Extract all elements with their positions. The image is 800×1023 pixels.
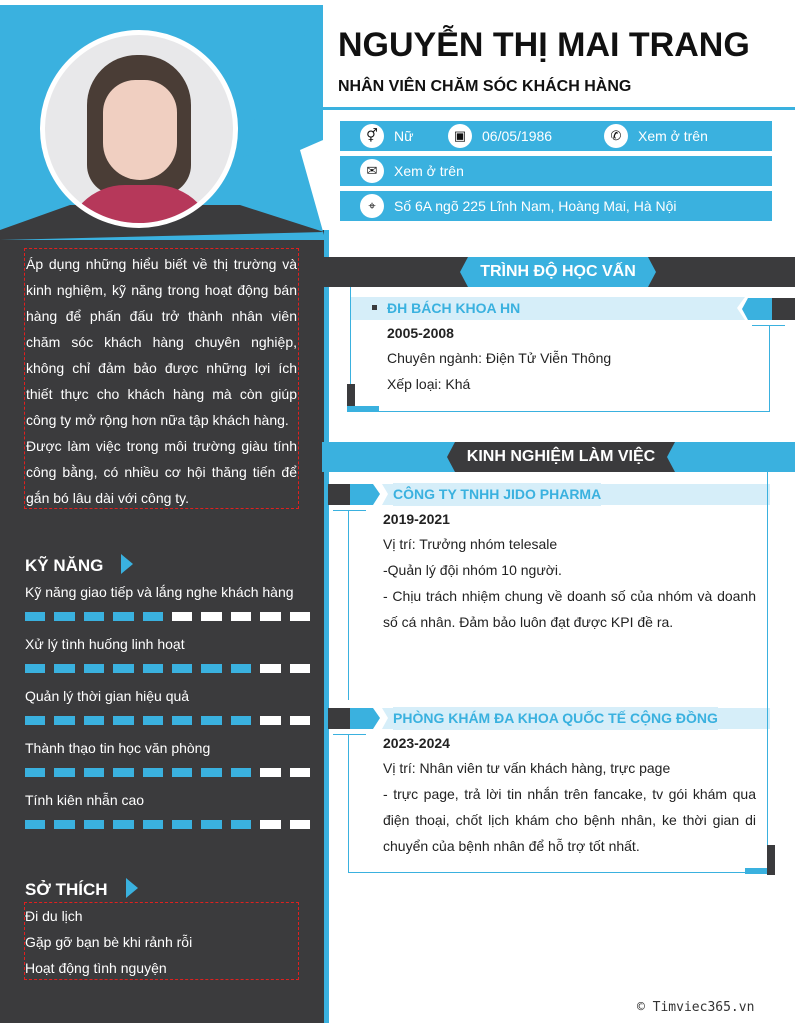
job-years: 2019-2021 xyxy=(383,511,450,527)
hobbies-heading: SỞ THÍCH xyxy=(25,878,138,900)
hobby-item: Hoạt động tình nguyện xyxy=(25,960,167,976)
skill-name: Thành thạo tin học văn phòng xyxy=(25,740,211,756)
experience-heading: KINH NGHIỆM LÀM VIỆC xyxy=(466,448,656,465)
job-description: Vị trí: Trưởng nhóm telesale -Quản lý đội nhóm 10 người. - Chịu trách nhiệm chung về doanh số của nhóm và doanh số cá nhân. Đảm bảo luôn đạt được KPI đề ra. xyxy=(383,536,756,630)
calendar-icon: ▣ xyxy=(448,124,472,148)
phone-icon: ✆ xyxy=(604,124,628,148)
gender: Nữ xyxy=(394,128,414,144)
candidate-name: NGUYỄN THỊ MAI TRANG xyxy=(338,26,750,64)
school-name: ĐH BÁCH KHOA HN xyxy=(372,297,520,320)
footer-watermark: © Timviec365.vn xyxy=(637,1000,755,1015)
education-grade: Xếp loại: Khá xyxy=(387,376,471,392)
hobby-item: Gặp gỡ bạn bè khi rảnh rỗi xyxy=(25,934,193,950)
skill-name: Quản lý thời gian hiệu quả xyxy=(25,688,190,704)
career-objective: Áp dụng những hiểu biết về thị trường và kinh nghiệm, kỹ năng trong hoạt động bán hàng để phấn đấu trở thành nhân viên chăm sóc khách hàng chuyên nghiệp, không chỉ đảm bảo được những lợi ích thiết thực cho khách hàng mà còn giúp công ty mở rộng hơn nữa tập khách hàng. Được làm việc trong môi trường giàu tính công bằng, có nhiều cơ hội thăng tiến để gắn bó lâu dài với công ty. xyxy=(24,248,299,509)
skill-name: Kỹ năng giao tiếp và lắng nghe khách hàng xyxy=(25,584,294,600)
company-name: PHÒNG KHÁM ĐA KHOA QUỐC TẾ CỘNG ĐỒNG xyxy=(393,707,718,730)
skills-heading: KỸ NĂNG xyxy=(25,554,133,576)
skill-name: Tính kiên nhẫn cao xyxy=(25,792,145,808)
birthday: 06/05/1986 xyxy=(482,128,553,144)
bullet-icon xyxy=(372,305,377,310)
hobby-item: Đi du lịch xyxy=(25,908,83,924)
education-major: Chuyên ngành: Điện Tử Viễn Thông xyxy=(387,350,612,366)
job-description: Vị trí: Nhân viên tư vấn khách hàng, trực page - trực page, trả lời tin nhắn trên fancake, tv gói khám qua điện thoại, chốt lịch khám cho bệnh nhân, ke thời gian di chuyển của bệnh nhân để hỗ trợ tốt nhất. xyxy=(383,760,756,854)
address: Số 6A ngõ 225 Lĩnh Nam, Hoàng Mai, Hà Nội xyxy=(394,198,677,214)
job-years: 2023-2024 xyxy=(383,735,450,751)
email-icon: ✉ xyxy=(360,159,384,183)
education-years: 2005-2008 xyxy=(387,325,454,341)
education-heading: TRÌNH ĐỘ HỌC VẤN xyxy=(480,263,636,280)
skill-name: Xử lý tình huống linh hoạt xyxy=(25,636,185,652)
job-title: NHÂN VIÊN CHĂM SÓC KHÁCH HÀNG xyxy=(338,78,632,95)
phone: Xem ở trên xyxy=(638,128,708,144)
gender-icon: ⚥ xyxy=(360,124,384,148)
company-name: CÔNG TY TNHH JIDO PHARMA xyxy=(393,483,601,506)
email: Xem ở trên xyxy=(394,163,464,179)
location-icon: ⌖ xyxy=(360,194,384,218)
